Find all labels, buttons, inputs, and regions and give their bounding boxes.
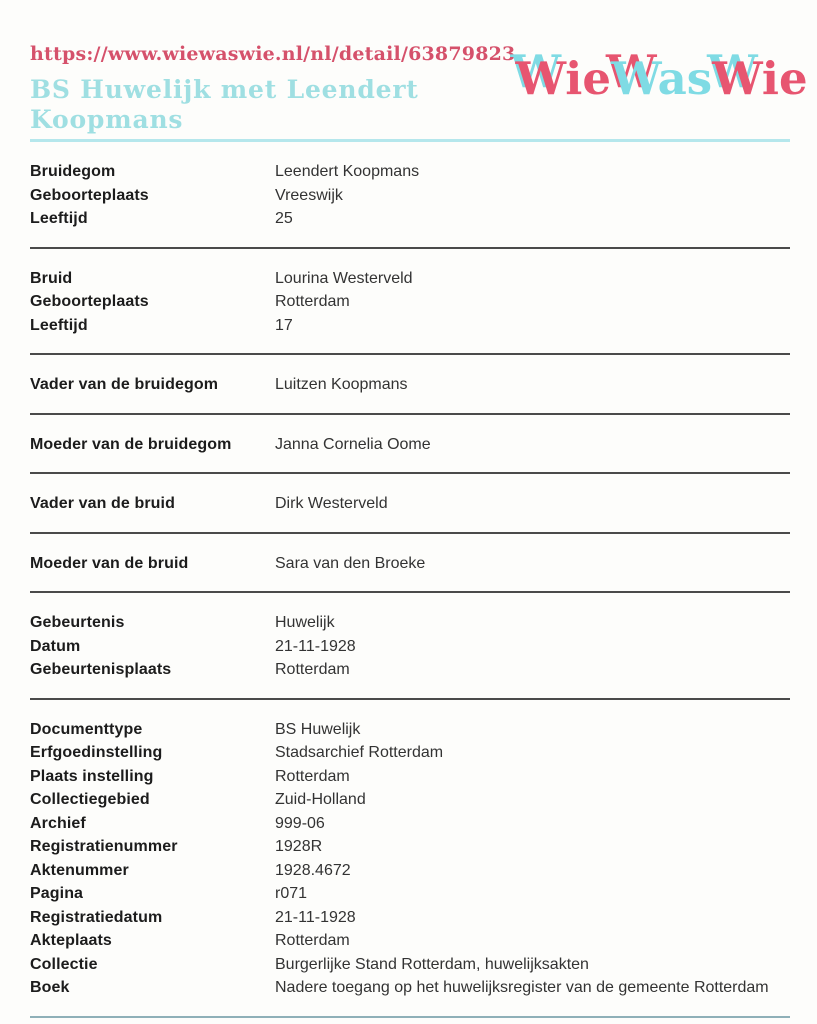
record-row	[30, 882, 790, 906]
field-label: Bruid	[30, 269, 73, 287]
field-value: Dirk Westerveld	[275, 495, 388, 512]
record-row	[30, 492, 790, 516]
logo-segment: Wie	[515, 52, 611, 105]
field-value: Sara van den Broeke	[275, 554, 426, 572]
record-row	[30, 741, 790, 765]
field-label: Geboorteplaats	[30, 293, 149, 310]
record-section	[30, 593, 790, 700]
field-label: Moeder van de bruidegom	[30, 435, 232, 453]
field-label: Plaats instelling	[30, 767, 154, 785]
field-value: BS Huwelijk	[275, 720, 361, 738]
field-value: 21-11-1928	[275, 908, 356, 926]
record-row	[30, 929, 790, 953]
record-row	[30, 290, 790, 314]
field-value: Nadere toegang op het huwelijksregister van de gemeente Rotterdam	[275, 979, 769, 996]
field-label: Moeder van de bruid	[30, 554, 189, 572]
page-title: BS Huwelijk met Leendert Koopmans	[30, 75, 419, 134]
field-value: 17	[275, 316, 293, 334]
field-label: Vader van de bruid	[30, 495, 175, 512]
page-url: https://www.wiewaswie.nl/nl/detail/63879823	[30, 43, 516, 65]
field-label: Erfgoedinstelling	[30, 744, 163, 761]
record-row	[30, 859, 790, 883]
field-value: Leendert Koopmans	[275, 163, 420, 180]
record-row	[30, 373, 790, 397]
field-value: Zuid-Holland	[275, 791, 366, 808]
record-row	[30, 611, 790, 635]
record-section	[30, 249, 790, 356]
record-row	[30, 184, 790, 208]
logo-segment: Wie	[712, 52, 808, 105]
field-value: 21-11-1928	[275, 637, 356, 655]
field-label: Leeftijd	[30, 210, 88, 227]
record-row	[30, 552, 790, 576]
field-value: Vreeswijk	[275, 186, 343, 204]
field-value: r071	[275, 885, 308, 902]
field-value: Huwelijk	[275, 614, 335, 631]
field-value: 999-06	[275, 814, 325, 832]
record-row	[30, 976, 790, 1000]
record-section	[30, 355, 790, 415]
field-label: Pagina	[30, 885, 84, 902]
field-label: Archief	[30, 814, 86, 832]
record-row	[30, 658, 790, 682]
field-label: Gebeurtenisplaats	[30, 661, 172, 678]
field-label: Collectie	[30, 955, 98, 973]
record-table	[30, 142, 790, 1018]
field-value: Rotterdam	[275, 932, 350, 949]
field-label: Leeftijd	[30, 316, 88, 334]
record-row	[30, 207, 790, 231]
field-label: Akteplaats	[30, 932, 112, 949]
field-label: Aktenummer	[30, 861, 129, 879]
page-header	[30, 0, 808, 135]
field-label: Boek	[30, 979, 70, 996]
logo-segment: Was	[610, 52, 713, 105]
record-row	[30, 635, 790, 659]
record-row	[30, 953, 790, 977]
field-value: Rotterdam	[275, 767, 350, 785]
field-value: 1928R	[275, 838, 323, 855]
record-section	[30, 474, 790, 534]
field-value: Rotterdam	[275, 293, 350, 310]
field-label: Collectiegebied	[30, 791, 150, 808]
field-value: 1928.4672	[275, 861, 351, 879]
field-label: Registratienummer	[30, 838, 178, 855]
record-section	[30, 142, 790, 249]
record-section	[30, 700, 790, 1018]
record-row	[30, 267, 790, 291]
field-value: 25	[275, 210, 293, 227]
field-label: Bruidegom	[30, 163, 116, 180]
record-row	[30, 718, 790, 742]
record-row	[30, 765, 790, 789]
field-value: Stadsarchief Rotterdam	[275, 744, 444, 761]
field-value: Rotterdam	[275, 661, 350, 678]
field-value: Janna Cornelia Oome	[275, 435, 431, 453]
record-row	[30, 788, 790, 812]
record-section	[30, 534, 790, 594]
record-row	[30, 314, 790, 338]
wiewaswie-logo	[515, 50, 807, 108]
field-value: Luitzen Koopmans	[275, 376, 408, 393]
field-label: Registratiedatum	[30, 908, 163, 926]
field-value: Burgerlijke Stand Rotterdam, huwelijksakten	[275, 955, 589, 973]
record-row	[30, 835, 790, 859]
header-text-block	[30, 42, 515, 135]
record-row	[30, 433, 790, 457]
record-section	[30, 415, 790, 475]
field-label: Datum	[30, 637, 81, 655]
field-label: Geboorteplaats	[30, 186, 149, 204]
record-row	[30, 906, 790, 930]
record-row	[30, 160, 790, 184]
field-label: Documenttype	[30, 720, 143, 738]
field-label: Gebeurtenis	[30, 614, 125, 631]
field-value: Lourina Westerveld	[275, 269, 413, 287]
record-row	[30, 812, 790, 836]
field-label: Vader van de bruidegom	[30, 376, 219, 393]
